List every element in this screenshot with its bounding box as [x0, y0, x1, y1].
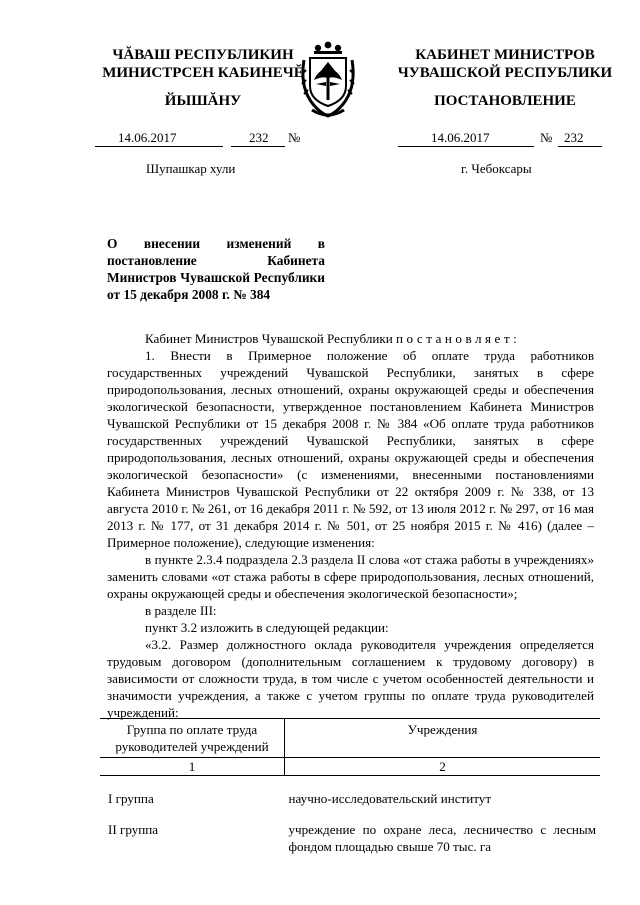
paragraph-3: в разделе III:: [145, 603, 217, 618]
document-body: [107, 330, 594, 721]
header-right-doc-type: ПОСТАНОВЛЕНИЕ: [434, 93, 576, 109]
table-col-number-2: 2: [285, 758, 601, 776]
table-col-number-1: 1: [100, 758, 285, 776]
coat-of-arms-icon: [296, 40, 360, 122]
header-right: [380, 46, 630, 110]
table-cell-group: I группа: [108, 791, 154, 806]
preamble-decree-word: постановляет:: [396, 331, 521, 346]
table-cell-institution: учреждение по охране леса, лесничество с лесным фондом площадью свыше 70 тыс. га: [288, 822, 596, 854]
header-left-line1: ЧĂВАШ РЕСПУБЛИКИН: [112, 47, 294, 63]
dateline-left-number-rule: [231, 146, 285, 147]
header-right-line1: КАБИНЕТ МИНИСТРОВ: [415, 47, 595, 63]
dateline-right-date: 14.06.2017: [431, 130, 490, 145]
header-left-doc-type: ЙЫШĂНУ: [164, 93, 242, 109]
table-cell-institution: научно-исследовательский институт: [288, 791, 492, 806]
place-left: Шупашкар хули: [146, 161, 236, 176]
paragraph-4: пункт 3.2 изложить в следующей редакции:: [145, 620, 389, 635]
dateline-left-date: 14.06.2017: [118, 130, 177, 145]
paragraph-2: в пункте 2.3.4 подраздела 2.3 раздела II слова «от стажа работы в учреждениях» заменить словами «от стажа работы в сфере природопользования, лесных отношений, охраны окружающей среды и обеспечения экологической безопасности»;: [107, 552, 594, 601]
salary-group-table: [100, 718, 600, 855]
dateline-right-number-sign: №: [540, 130, 553, 145]
dateline-right-number: 232: [564, 130, 584, 145]
place-right: г. Чебоксары: [461, 161, 532, 176]
table-header-group: Группа по оплате труда руководителей учреждений: [100, 719, 285, 758]
dateline-right-number-rule: [558, 146, 602, 147]
table-row: [100, 807, 600, 855]
paragraph-5: «3.2. Размер должностного оклада руководителя учреждения определяется трудовым договором (дополнительным соглашением к трудовому договору) в зависимости от сложности труда, в том числе с учетом особенностей деятельности и значимости учреждения, а также с учетом группы по оплате труда руководителей учреждений:: [107, 637, 594, 720]
document-subject: О внесении изменений в постановление Кабинета Министров Чувашской Республики от 15 декабря 2008 г. № 384: [107, 236, 325, 302]
table-row: [100, 776, 600, 808]
preamble-text: Кабинет Министров Чувашской Республики: [145, 331, 397, 346]
header-left-line2: МИНИСТРСЕН КАБИНЕЧĔ: [102, 65, 304, 81]
paragraph-preamble: [107, 330, 594, 347]
dateline-left-date-rule: [95, 146, 223, 147]
dateline-right-date-rule: [398, 146, 534, 147]
header-left: [78, 46, 328, 110]
paragraph-1: 1. Внести в Примерное положение об оплате труда работников государственных учреждений Чувашской Республики, занятых в сфере природопользования, лесных отношений, охраны окружающей среды и обеспечения экологической безопасности, утвержденное постановлением Кабинета Министров Чувашской Республики от 15 декабря 2008 г. № 384 «Об оплате труда работников государственных учреждений Чувашской Республики, занятых в сфере природопользования, лесных отношений, охраны окружающей среды и обеспечения экологической безопасности» (с изменениями, внесенными постановлениями Кабинета Министров Чувашской Республики от 22 октября 2009 г. № 338, от 13 августа 2010 г. № 261, от 16 декабря 2011 г. № 592, от 13 июля 2012 г. № 297, от 16 мая 2013 г. № 177, от 31 декабря 2014 г. № 501, от 25 ноября 2015 г. № 416) (далее – Примерное положение), следующие изменения:: [107, 348, 594, 550]
header-right-line2: ЧУВАШСКОЙ РЕСПУБЛИКИ: [397, 65, 613, 81]
table-header-institution: Учреждения: [285, 719, 601, 758]
dateline-left-number: 232: [249, 130, 269, 145]
dateline-left-number-sign: №: [288, 130, 301, 145]
table-cell-group: II группа: [108, 822, 159, 837]
